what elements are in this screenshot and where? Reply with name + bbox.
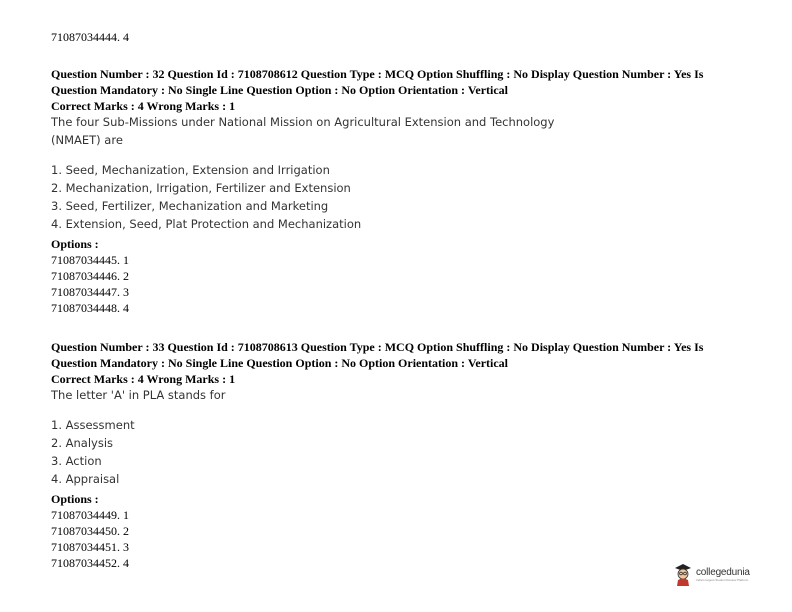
collegedunia-logo <box>673 560 763 588</box>
question-text-line1: The four Sub-Missions under National Mission on Agricultural Extension and Technology <box>51 115 555 129</box>
question-32-choices <box>51 161 751 233</box>
question-33-choices <box>51 416 751 488</box>
question-header-line1: Question Number : 32 Question Id : 7108708612 Question Type : MCQ Option Shuffling : No Display Question Number : Yes Is <box>51 67 704 81</box>
choice-item: 1. Assessment <box>51 418 135 432</box>
choice-item: 2. Analysis <box>51 436 114 450</box>
options-label: Options : <box>51 237 99 251</box>
prev-option-line: 71087034444. 4 <box>51 30 129 44</box>
question-header-line2: Question Mandatory : No Single Line Question Option : No Option Orientation : Vertical <box>51 83 509 97</box>
question-header-line1: Question Number : 33 Question Id : 7108708613 Question Type : MCQ Option Shuffling : No Display Question Number : Yes Is <box>51 340 704 354</box>
option-id: 71087034449. 1 <box>51 508 129 522</box>
option-id: 71087034445. 1 <box>51 253 129 267</box>
question-marks: Correct Marks : 4 Wrong Marks : 1 <box>51 372 236 386</box>
question-marks: Correct Marks : 4 Wrong Marks : 1 <box>51 99 236 113</box>
question-33-block <box>51 339 751 387</box>
choice-item: 3. Action <box>51 454 102 468</box>
option-id: 71087034446. 2 <box>51 269 129 283</box>
choice-item: 3. Seed, Fertilizer, Mechanization and Marketing <box>51 199 329 213</box>
question-header-line2: Question Mandatory : No Single Line Question Option : No Option Orientation : Vertical <box>51 356 509 370</box>
option-id: 71087034450. 2 <box>51 524 129 538</box>
option-id: 71087034448. 4 <box>51 301 129 315</box>
options-label: Options : <box>51 492 99 506</box>
option-id: 71087034452. 4 <box>51 556 129 570</box>
question-33-options <box>51 491 751 571</box>
choice-item: 4. Extension, Seed, Plat Protection and Mechanization <box>51 217 362 231</box>
option-id: 71087034451. 3 <box>51 540 129 554</box>
logo-tagline: India's largest Student Review Platform <box>696 577 749 582</box>
choice-item: 1. Seed, Mechanization, Extension and Irrigation <box>51 163 330 177</box>
logo-name: collegedunia <box>696 566 750 578</box>
choice-item: 2. Mechanization, Irrigation, Fertilizer and Extension <box>51 181 351 195</box>
choice-item: 4. Appraisal <box>51 472 120 486</box>
question-32-text <box>51 113 751 149</box>
option-id: 71087034447. 3 <box>51 285 129 299</box>
question-text-line1: The letter 'A' in PLA stands for <box>51 388 226 402</box>
mascot-icon <box>673 562 693 586</box>
question-33-text <box>51 386 751 404</box>
question-32-options <box>51 236 751 316</box>
question-32-block <box>51 66 751 114</box>
question-text-line2: (NMAET) are <box>51 133 123 147</box>
